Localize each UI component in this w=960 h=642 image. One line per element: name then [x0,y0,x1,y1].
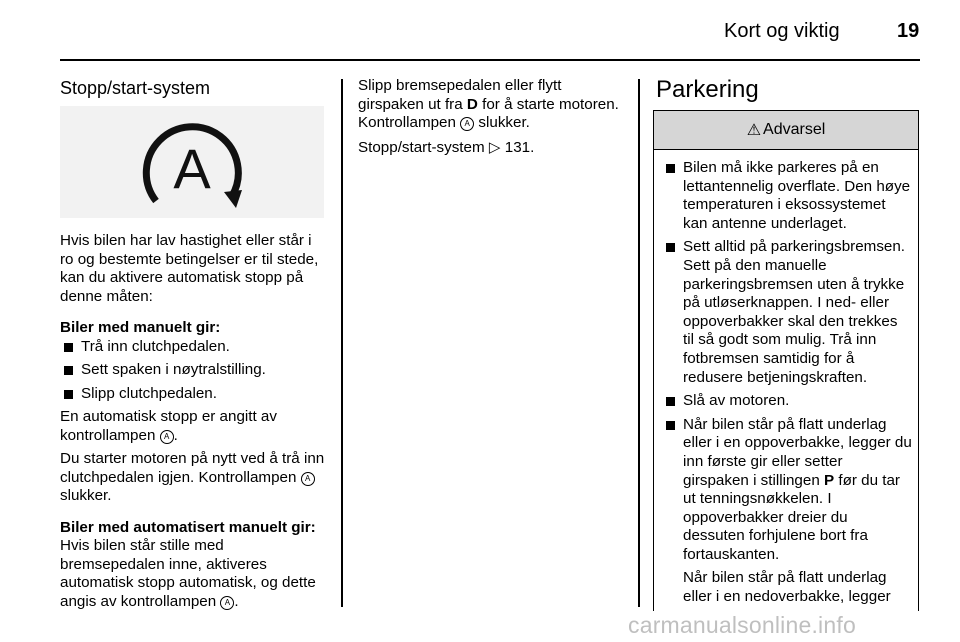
stop-start-icon [60,106,324,218]
column-1-body [60,232,326,611]
list-item: Når bilen står på flatt underlag eller i en oppoverbakke, legger du inn første gir eller setter girspaken i stillingen P før du tar ut tenningsnøkkelen. I oppoverbakker dreier du dessuten forhjulene bort fra fortauskanten. Når bilen står på flatt underlag eller i en nedoverbakke, legger [662,416,912,607]
list-item: Trå inn clutchpedalen. [60,338,326,357]
bullet-icon [666,421,675,430]
parking-title: Parkering [656,76,759,103]
auto-stop-paragraph: En automatisk stopp er angitt av kontrollampen A . [60,408,277,444]
bullet-icon [64,366,73,375]
warning-box [653,110,919,611]
automated-paragraph: Hvis bilen står stille med bremsepedalen inne, aktiveres automatisk stopp automatisk, og dette angis av kontrollampen A . [60,537,316,610]
column-divider [341,79,343,607]
column-2-body [358,77,624,157]
warning-list [662,159,912,607]
list-item: Slå av motoren. [662,392,912,411]
cross-reference[interactable]: Stopp/start-system ▷ 131. [358,138,535,156]
restart-paragraph: Du starter motoren på nytt ved å trå inn clutchpedalen igjen. Kontrollampen A slukker. [60,450,325,504]
section-title: Stopp/start-system [60,78,211,98]
stop-start-lamp-icon: A [301,472,315,486]
warning-body [654,150,918,607]
release-brake-paragraph: Slipp bremsepedalen eller flytt girspaken ut fra D for å starte motoren. Kontrollampen A slukker. [358,77,619,131]
warning-triangle-icon: ⚠ [746,122,762,139]
manual-steps-list [60,338,326,404]
warning-label: Advarsel [763,121,826,138]
list-item: Slipp clutchpedalen. [60,385,326,404]
bullet-icon [666,164,675,173]
list-item: Sett spaken i nøytralstilling. [60,361,326,380]
list-item: Bilen må ikke parkeres på en lettantennelig overflate. Den høye temperaturen i eksossystemet kan antenne underlaget. [662,159,912,233]
stop-start-lamp-icon: A [460,117,474,131]
page-number: 19 [897,20,920,42]
manual-heading: Biler med manuelt gir: [60,319,221,336]
bullet-icon [64,343,73,352]
bullet-icon [666,397,675,406]
list-item-continuation: Når bilen står på flatt underlag eller i en nedoverbakke, legger [683,569,891,606]
warning-header [654,111,918,150]
column-divider [638,79,640,607]
list-item: Sett alltid på parkeringsbremsen. Sett på den manuelle parkeringsbremsen uten å trykke på utløserknappen. I ned- eller oppoverbakker skal den trekkes til så godt som mulig. Trå inn fotbremsen samtidig for å redusere betjeningskraften. [662,238,912,387]
watermark: carmanualsonline.info [628,612,856,638]
stop-start-lamp-icon: A [160,430,174,444]
bullet-icon [666,243,675,252]
stop-start-lamp-figure [60,106,324,218]
arrow-icon: ▷ [488,138,501,156]
figure-letter: A [173,137,211,200]
stop-start-lamp-icon: A [220,596,234,610]
running-header-title: Kort og viktig [724,20,840,42]
intro-paragraph: Hvis bilen har lav hastighet eller står i ro og bestemte betingelser er til stede, kan du aktivere automatisk stopp på denne måten: [60,232,319,305]
bullet-icon [64,390,73,399]
header-rule [60,59,920,61]
automated-heading: Biler med automatisert manuelt gir: [60,518,316,536]
